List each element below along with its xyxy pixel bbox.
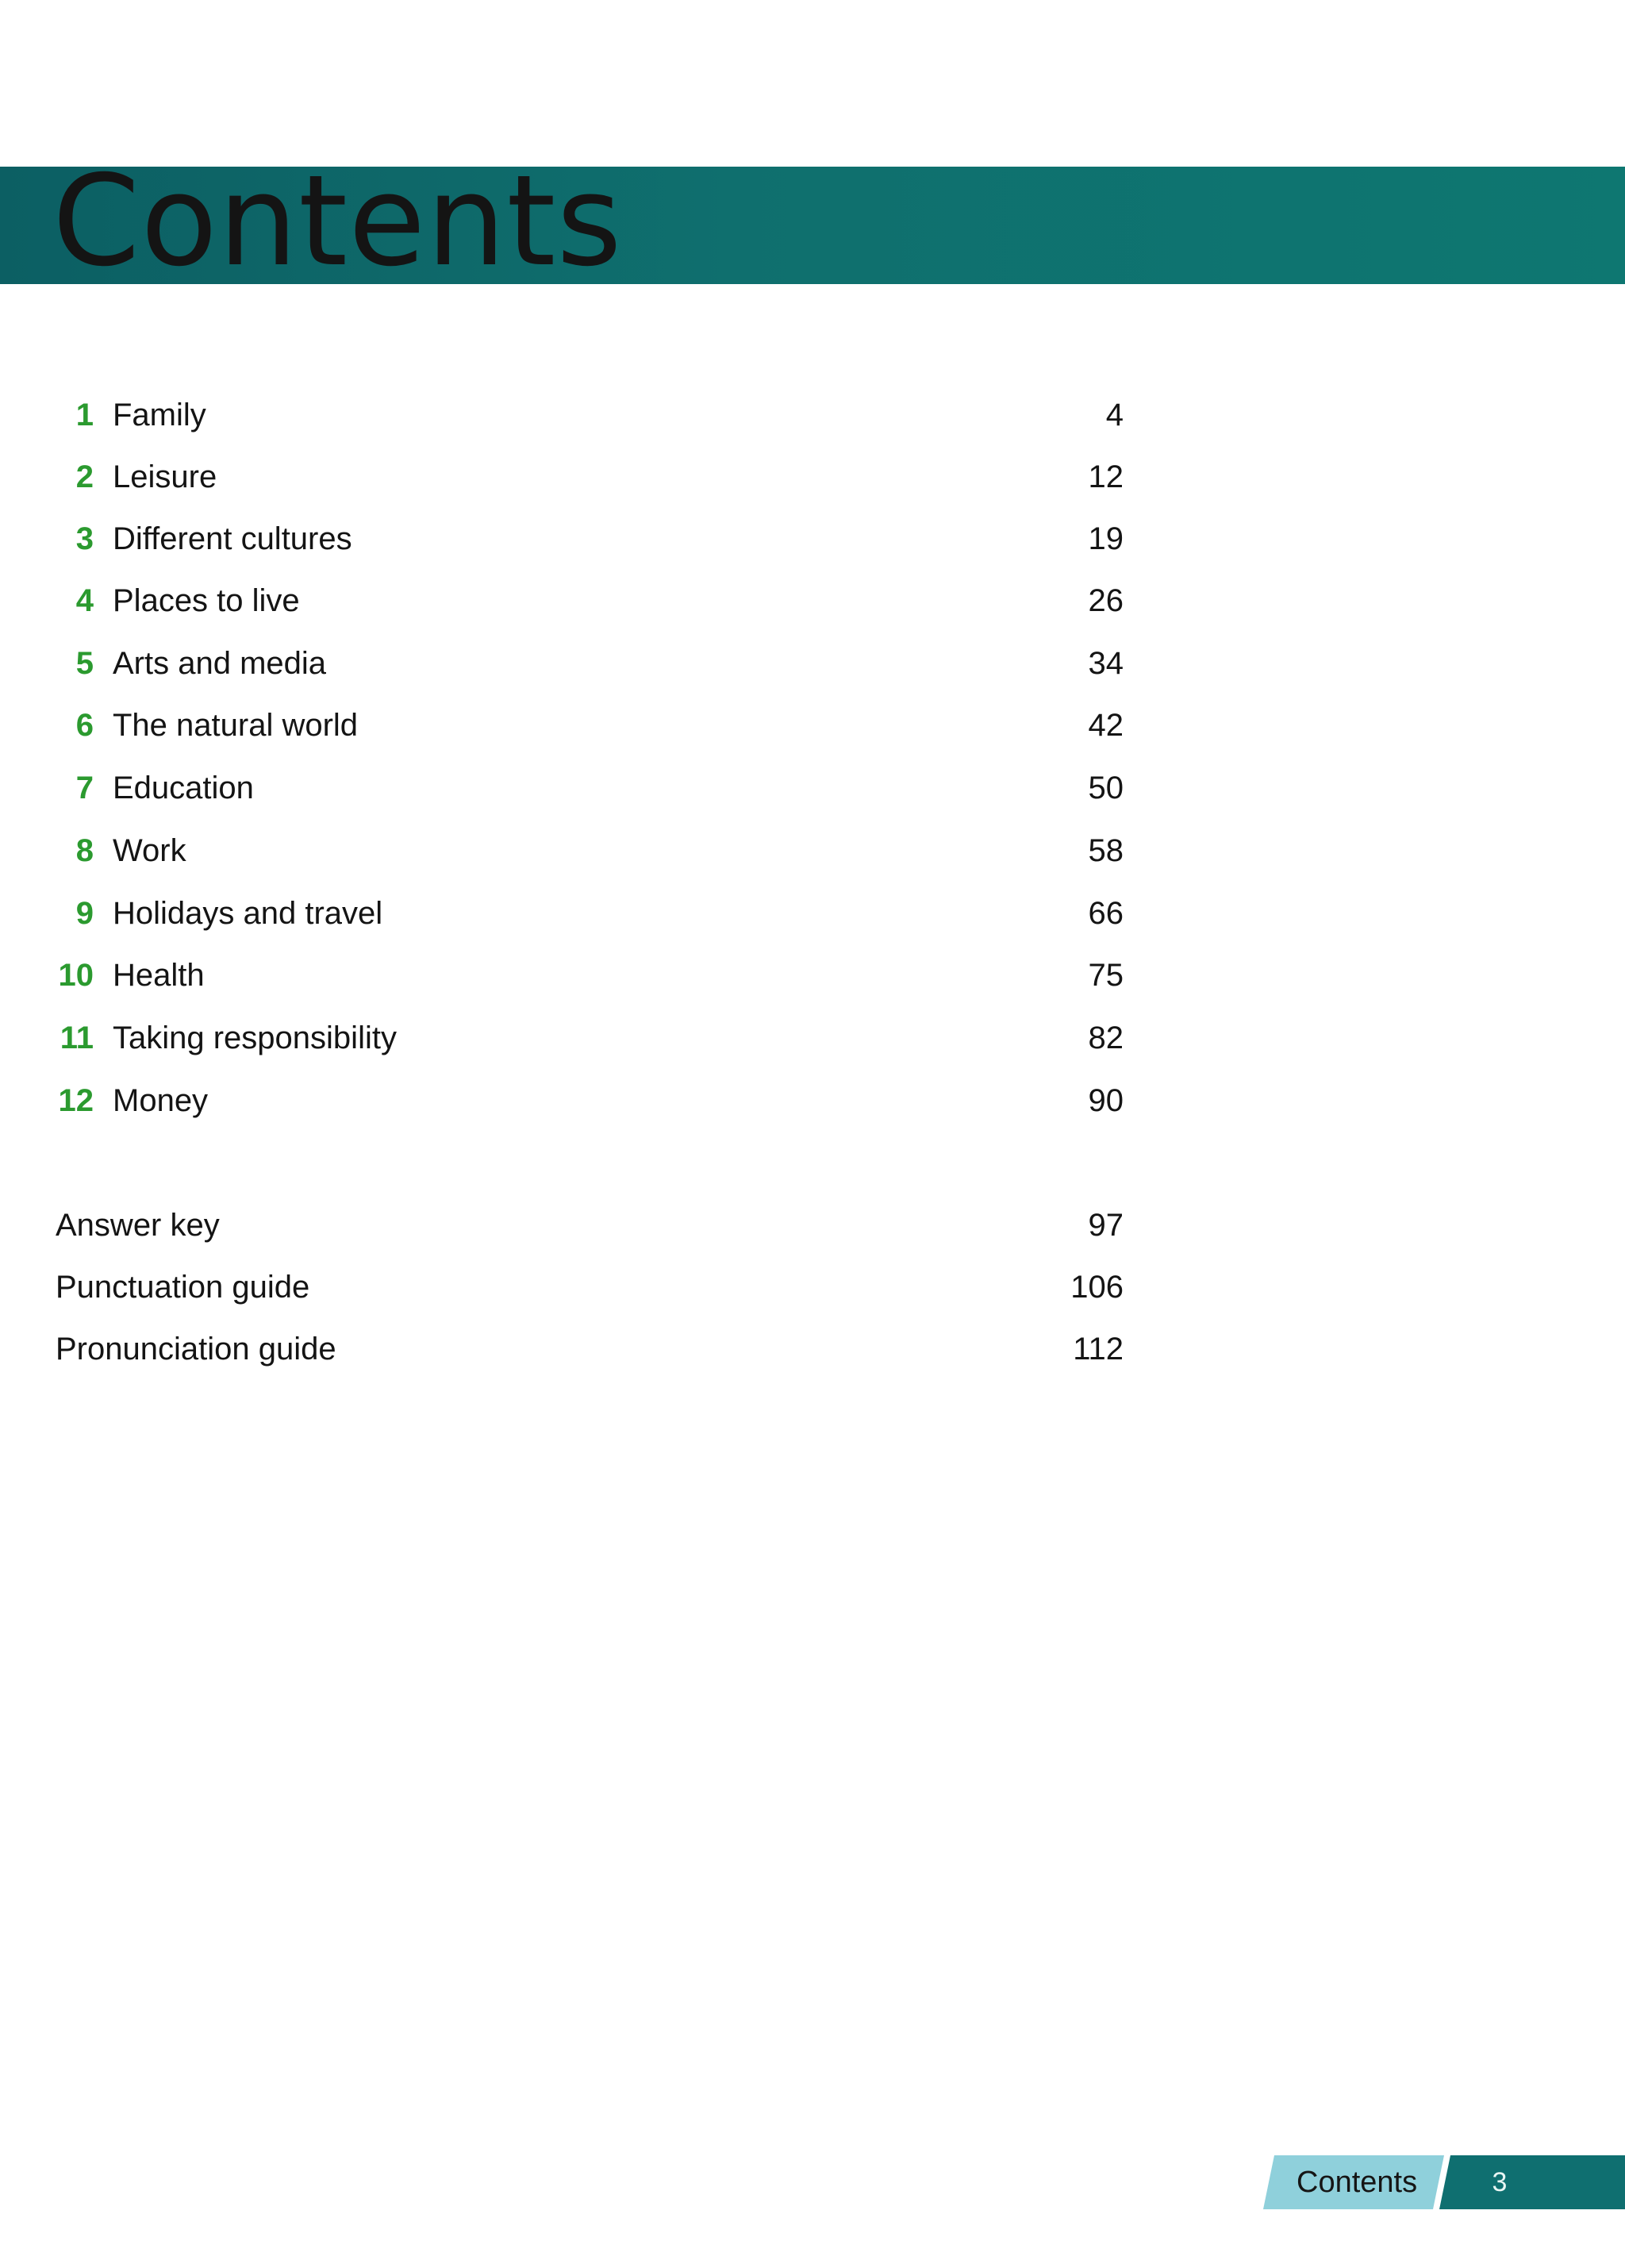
chapter-title: Taking responsibility (113, 1021, 397, 1055)
toc-entry-taking-responsibility[interactable] (0, 1010, 1625, 1066)
chapter-title: Health (113, 958, 205, 993)
chapter-title: The natural world (113, 708, 359, 743)
page-title: Contents (52, 148, 623, 294)
chapter-number: 12 (58, 1083, 94, 1118)
chapter-page: 75 (1088, 958, 1124, 993)
toc-entry-punctuation-guide[interactable] (0, 1259, 1625, 1315)
toc-entry-pronunciation-guide[interactable] (0, 1321, 1625, 1377)
footer-page-number: 3 (1492, 2167, 1508, 2197)
toc-entry-family[interactable] (0, 387, 1625, 443)
chapter-title: Leisure (113, 459, 217, 494)
toc-entry-health[interactable] (0, 948, 1625, 1003)
chapter-title: Education (113, 771, 254, 805)
chapter-page: 90 (1088, 1083, 1124, 1118)
chapter-number: 2 (75, 459, 94, 494)
chapter-page: 82 (1088, 1021, 1124, 1055)
toc-entry-arts-and-media[interactable] (0, 636, 1625, 691)
chapter-number: 6 (75, 708, 94, 743)
chapter-number: 5 (75, 646, 94, 681)
toc-entry-answer-key[interactable] (0, 1197, 1625, 1253)
chapter-title: Money (113, 1083, 209, 1118)
chapter-number: 4 (75, 583, 94, 618)
chapter-page: 66 (1088, 896, 1124, 931)
toc-entry-leisure[interactable] (0, 449, 1625, 505)
chapter-page: 19 (1088, 521, 1124, 556)
footer-label: Contents (1297, 2166, 1418, 2199)
chapter-number: 3 (75, 521, 94, 556)
chapter-title: Different cultures (113, 521, 352, 556)
chapter-title: Places to live (113, 583, 300, 618)
chapter-number: 1 (75, 398, 94, 432)
chapter-title: Work (113, 833, 186, 868)
chapter-title: Holidays and travel (113, 896, 383, 931)
chapter-page: 26 (1088, 583, 1124, 618)
chapter-page: 34 (1088, 646, 1124, 681)
chapter-page: 4 (1105, 398, 1124, 432)
toc-entry-work[interactable] (0, 823, 1625, 878)
chapter-title: Arts and media (113, 646, 327, 681)
chapter-page: 50 (1088, 771, 1124, 805)
footer-page-box (1439, 2155, 1625, 2209)
chapter-number: 10 (58, 958, 94, 993)
extra-page: 106 (1070, 1270, 1124, 1305)
toc-entry-holidays-and-travel[interactable] (0, 886, 1625, 941)
chapter-page: 42 (1088, 708, 1124, 743)
chapter-number: 9 (75, 896, 94, 931)
toc-entry-different-cultures[interactable] (0, 511, 1625, 567)
extra-page: 97 (1088, 1208, 1124, 1243)
chapter-page: 12 (1088, 459, 1124, 494)
toc-entry-places-to-live[interactable] (0, 573, 1625, 629)
toc-entry-money[interactable] (0, 1073, 1625, 1128)
extra-title: Pronunciation guide (56, 1332, 336, 1367)
chapter-title: Family (113, 398, 206, 432)
toc-entry-the-natural-world[interactable] (0, 698, 1625, 753)
extra-title: Punctuation guide (56, 1270, 310, 1305)
chapter-page: 58 (1088, 833, 1124, 868)
extra-title: Answer key (56, 1208, 220, 1243)
chapter-number: 8 (75, 833, 94, 868)
chapter-number: 11 (60, 1021, 94, 1055)
toc-entry-education[interactable] (0, 760, 1625, 816)
chapter-number: 7 (75, 771, 94, 805)
extra-page: 112 (1073, 1332, 1124, 1367)
